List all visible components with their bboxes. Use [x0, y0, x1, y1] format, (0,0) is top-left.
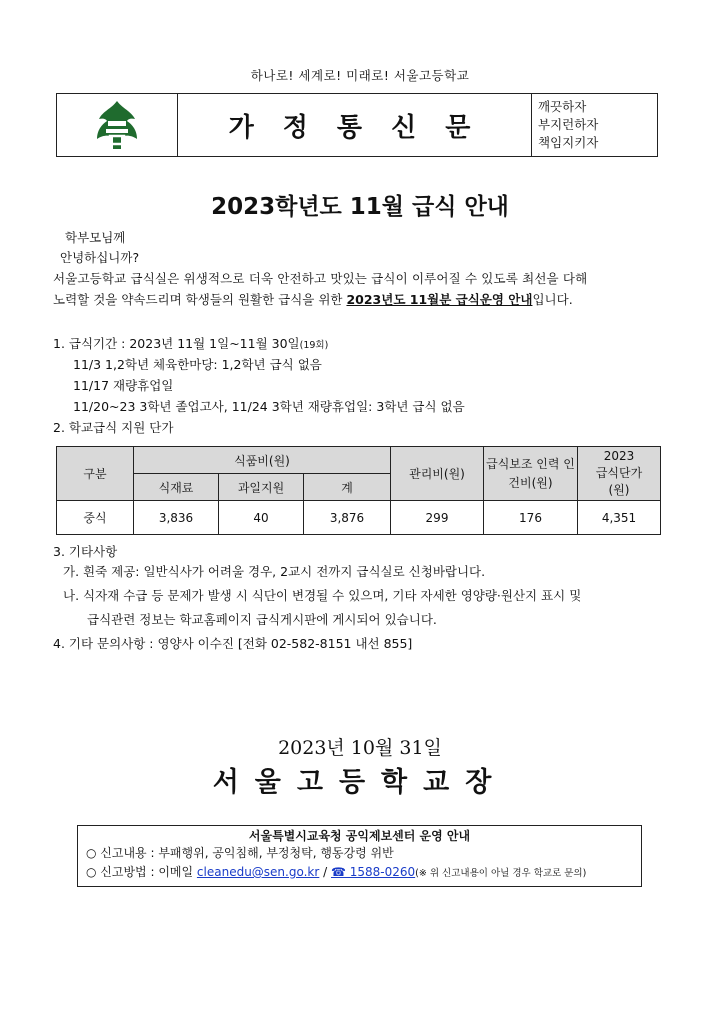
intro-highlight: 2023년도 11월분 급식운영 안내	[346, 292, 533, 307]
intro-text-end: 입니다.	[532, 292, 573, 307]
unit-price-label: 급식단가	[595, 466, 643, 480]
report-email-link[interactable]: cleanedu@sen.go.kr	[196, 865, 320, 879]
intro-text: 노력할 것을 약속드리며 학생들의 원활한 급식을 위한	[53, 292, 347, 307]
meal-count: (19회)	[299, 340, 329, 351]
unit-price-year: 2023	[603, 449, 635, 463]
unit-price-unit: (원)	[608, 483, 630, 497]
table-cell-fruit: 40	[219, 501, 304, 535]
meal-cost-table	[56, 446, 661, 535]
table-cell-subtotal: 3,876	[304, 501, 391, 535]
notice-title: 서울특별시교육청 공익제보센터 운영 안내	[248, 829, 471, 843]
report-phone-link[interactable]: ☎ 1588-0260	[330, 865, 416, 879]
table-cell-ingredients: 3,836	[134, 501, 219, 535]
table-header-labor: 급식보조 인력 인건비(원)	[484, 447, 578, 501]
section-1-item: 11/17 재량휴업일	[73, 378, 174, 393]
school-logo-icon	[57, 94, 178, 156]
section-1-title	[53, 334, 328, 356]
motto-line: 책임지키자	[538, 135, 599, 150]
newsletter-header	[56, 93, 658, 157]
section-3-item-b-cont: 급식관련 정보는 학교홈페이지 급식게시판에 게시되어 있습니다.	[87, 612, 437, 627]
table-header-fruit: 과일지원	[219, 474, 304, 501]
table-cell-labor: 176	[484, 501, 578, 535]
principal-signature: 서울고등학교장	[212, 767, 508, 798]
table-cell-label: 중식	[57, 501, 134, 535]
page-title: 2023학년도 11월 급식 안내	[211, 194, 509, 220]
table-row	[57, 501, 661, 535]
intro-line-1: 서울고등학교 급식실은 위생적으로 더욱 안전하고 맛있는 급식이 이루어질 수 있도록 최선을 다해	[53, 271, 588, 286]
table-cell-management: 299	[391, 501, 484, 535]
section-2-title: 2. 학교급식 지원 단가	[53, 420, 174, 435]
table-header-subtotal: 계	[304, 474, 391, 501]
section-3-title: 3. 기타사항	[53, 544, 118, 559]
separator: /	[319, 865, 331, 879]
table-header-management: 관리비(원)	[391, 447, 484, 501]
table-header-ingredients: 식재료	[134, 474, 219, 501]
section-1-item: 11/3 1,2학년 체육한마당: 1,2학년 급식 없음	[73, 357, 322, 372]
whistleblower-notice	[77, 825, 642, 887]
issue-date: 2023년 10월 31일	[278, 737, 442, 759]
section-1-item: 11/20~23 3학년 졸업고사, 11/24 3학년 재량휴업일: 3학년 급식 없음	[73, 399, 465, 414]
section-3-item-b: 나. 식자재 수급 등 문제가 발생 시 식단이 변경될 수 있으며, 기타 자세한 영양량·원산지 표시 및	[63, 588, 582, 603]
table-header-category: 구분	[57, 447, 134, 501]
section-4-contact: 4. 기타 문의사항 : 영양사 이수진 [전화 02-582-8151 내선 855]	[53, 636, 413, 651]
greeting-hello: 안녕하십니까?	[60, 250, 140, 265]
report-note: (※ 위 신고내용이 아닐 경우 학교로 문의)	[415, 868, 587, 879]
meal-period: 1. 급식기간 : 2023년 11월 1일~11월 30일	[53, 336, 300, 351]
greeting-parents: 학부모님께	[65, 230, 126, 245]
school-motto: 하나로! 세계로! 미래로! 서울고등학교	[250, 68, 470, 83]
table-header-food-cost: 식품비(원)	[134, 447, 391, 474]
intro-line-2	[53, 290, 573, 310]
notice-report-method	[78, 863, 641, 883]
school-mottos	[532, 94, 657, 156]
table-cell-unit-price: 4,351	[578, 501, 661, 535]
motto-line: 부지런하자	[538, 117, 599, 132]
report-method-label: ○ 신고방법 : 이메일	[86, 865, 197, 879]
motto-line: 깨끗하자	[538, 99, 587, 114]
notice-report-content: ○ 신고내용 : 부패행위, 공익침해, 부정청탁, 행동강령 위반	[86, 846, 394, 860]
newsletter-title: 가 정 통 신 문	[178, 94, 532, 156]
section-3-item-a: 가. 흰죽 제공: 일반식사가 어려울 경우, 2교시 전까지 급식실로 신청바랍니다.	[63, 564, 486, 579]
table-header-unit-price	[578, 447, 661, 501]
